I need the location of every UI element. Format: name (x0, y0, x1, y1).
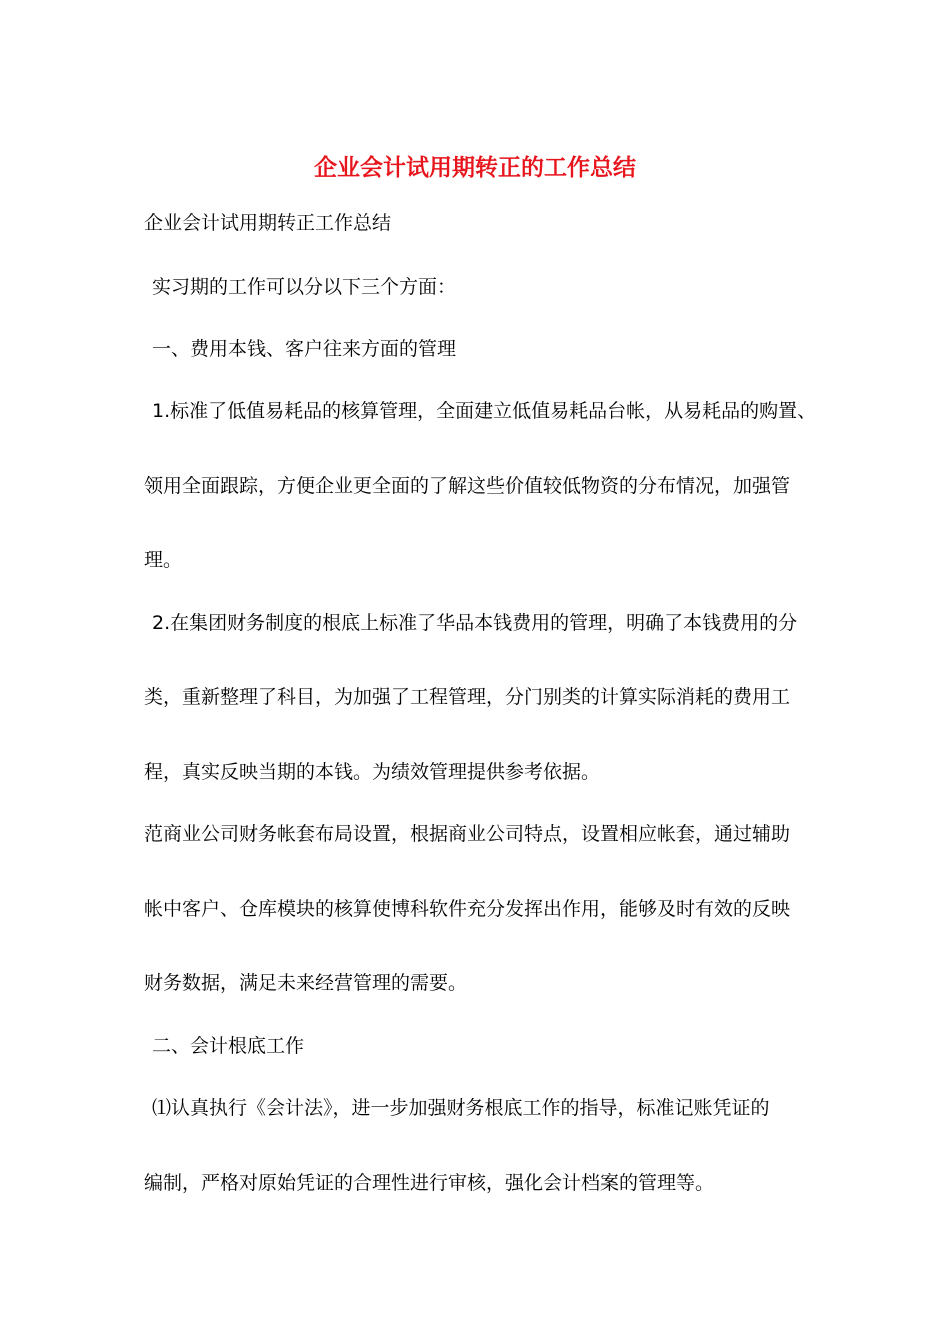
paragraph-1-line-1: 1.标准了低值易耗品的核算管理，全面建立低值易耗品台帐，从易耗品的购置、 (152, 400, 817, 422)
paragraph-2-line-1: 2.在集团财务制度的根底上标准了华品本钱费用的管理，明确了本钱费用的分 (152, 612, 798, 634)
paragraph-3-line-2: 帐中客户、仓库模块的核算使博科软件充分发挥出作用，能够及时有效的反映 (144, 898, 791, 920)
document-subtitle: 企业会计试用期转正工作总结 (144, 212, 392, 234)
paragraph-2-line-2: 类，重新整理了科目，为加强了工程管理，分门别类的计算实际消耗的费用工 (144, 686, 791, 708)
paragraph-2-line-3: 程，真实反映当期的本钱。为绩效管理提供参考依据。 (144, 761, 601, 783)
document-title: 企业会计试用期转正的工作总结 (314, 155, 636, 181)
paragraph-1-line-3: 理。 (144, 549, 183, 571)
intro-line: 实习期的工作可以分以下三个方面： (152, 276, 457, 298)
section-heading-1: 一、费用本钱、客户往来方面的管理 (152, 338, 457, 360)
section-heading-2: 二、会计根底工作 (152, 1035, 305, 1057)
paragraph-3-line-3: 财务数据，满足未来经营管理的需要。 (144, 972, 468, 994)
paragraph-1-line-2: 领用全面跟踪，方便企业更全面的了解这些价值较低物资的分布情况，加强管 (144, 475, 791, 497)
paragraph-4-line-1: ⑴认真执行《会计法》，进一步加强财务根底工作的指导，标准记账凭证的 (152, 1097, 770, 1119)
paragraph-4-line-2: 编制，严格对原始凭证的合理性进行审核，强化会计档案的管理等。 (144, 1172, 715, 1194)
paragraph-3-line-1: 范商业公司财务帐套布局设置，根据商业公司特点，设置相应帐套，通过辅助 (144, 823, 791, 845)
